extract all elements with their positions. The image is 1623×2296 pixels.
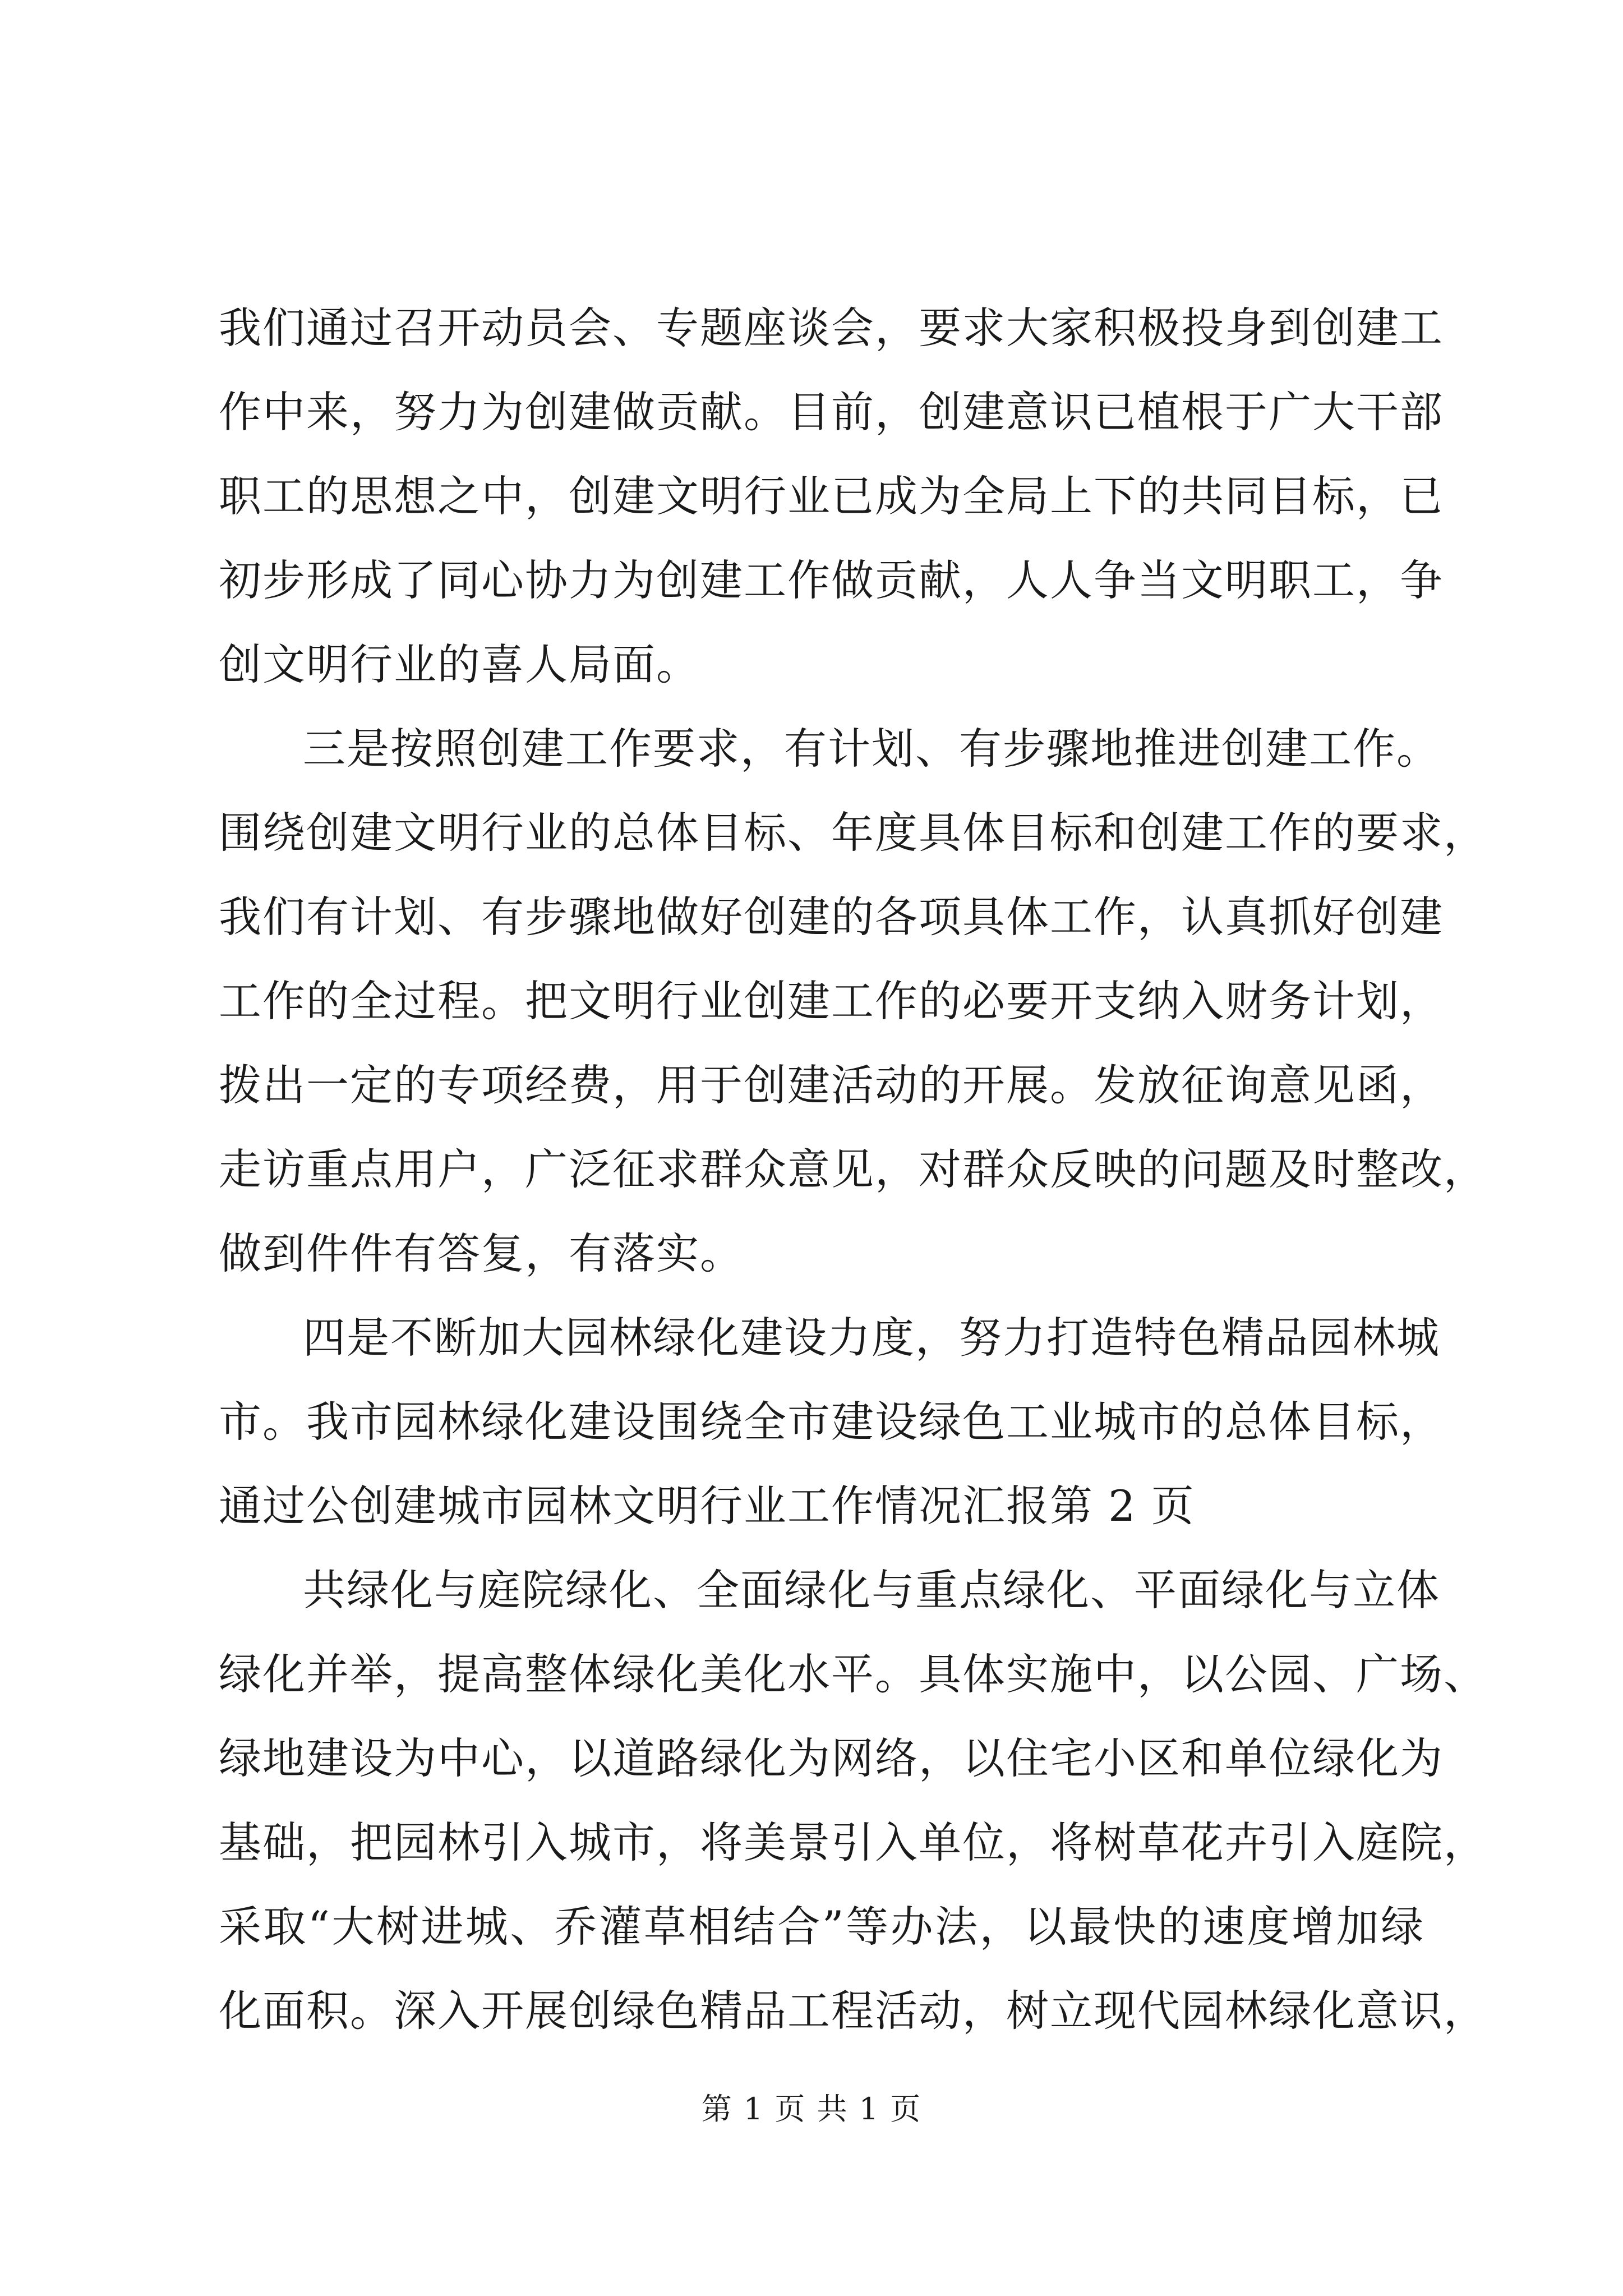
text-line: 做到件件有答复，有落实。 — [219, 1228, 744, 1278]
paragraph-first-line: 共绿化与庭院绿化、全面绿化与重点绿化、平面绿化与立体 — [303, 1565, 1440, 1615]
text-line: 走访重点用户，广泛征求群众意见，对群众反映的问题及时整改， — [219, 1144, 1487, 1194]
text-line: 基础，把园林引入城市，将美景引入单位，将树草花卉引入庭院， — [219, 1818, 1487, 1867]
paragraph-first-line: 四是不断加大园林绿化建设力度，努力打造特色精品园林城 — [303, 1313, 1440, 1363]
page-footer: 第 1 页 共 1 页 — [701, 2091, 922, 2127]
paragraph-first-line: 三是按照创建工作要求，有计划、有步骤地推进创建工作。 — [303, 724, 1440, 774]
text-line: 职工的思想之中，创建文明行业已成为全局上下的共同目标，已 — [219, 471, 1444, 521]
text-line: 通过公创建城市园林文明行业工作情况汇报第 2 页 — [219, 1481, 1195, 1531]
text-line: 创文明行业的喜人局面。 — [219, 639, 700, 689]
text-line: 我们有计划、有步骤地做好创建的各项具体工作，认真抓好创建 — [219, 892, 1444, 942]
text-line: 初步形成了同心协力为创建工作做贡献，人人争当文明职工，争 — [219, 555, 1444, 605]
text-line: 围绕创建文明行业的总体目标、年度具体目标和创建工作的要求， — [219, 808, 1487, 858]
text-line: 化面积。深入开展创绿色精品工程活动，树立现代园林绿化意识， — [219, 1986, 1487, 2036]
text-line: 绿化并举，提高整体绿化美化水平。具体实施中，以公园、广场、 — [219, 1649, 1487, 1699]
text-line: 工作的全过程。把文明行业创建工作的必要开支纳入财务计划， — [219, 976, 1444, 1026]
text-line: 采取“大树进城、乔灌草相结合”等办法，以最快的速度增加绿 — [219, 1902, 1424, 1952]
text-line: 市。我市园林绿化建设围绕全市建设绿色工业城市的总体目标， — [219, 1397, 1444, 1447]
text-line: 拨出一定的专项经费，用于创建活动的开展。发放征询意见函， — [219, 1060, 1444, 1110]
text-line: 绿地建设为中心，以道路绿化为网络，以住宅小区和单位绿化为 — [219, 1733, 1444, 1783]
text-line: 作中来，努力为创建做贡献。目前，创建意识已植根于广大干部 — [219, 387, 1444, 437]
text-line: 我们通过召开动员会、专题座谈会，要求大家积极投身到创建工 — [219, 303, 1444, 353]
